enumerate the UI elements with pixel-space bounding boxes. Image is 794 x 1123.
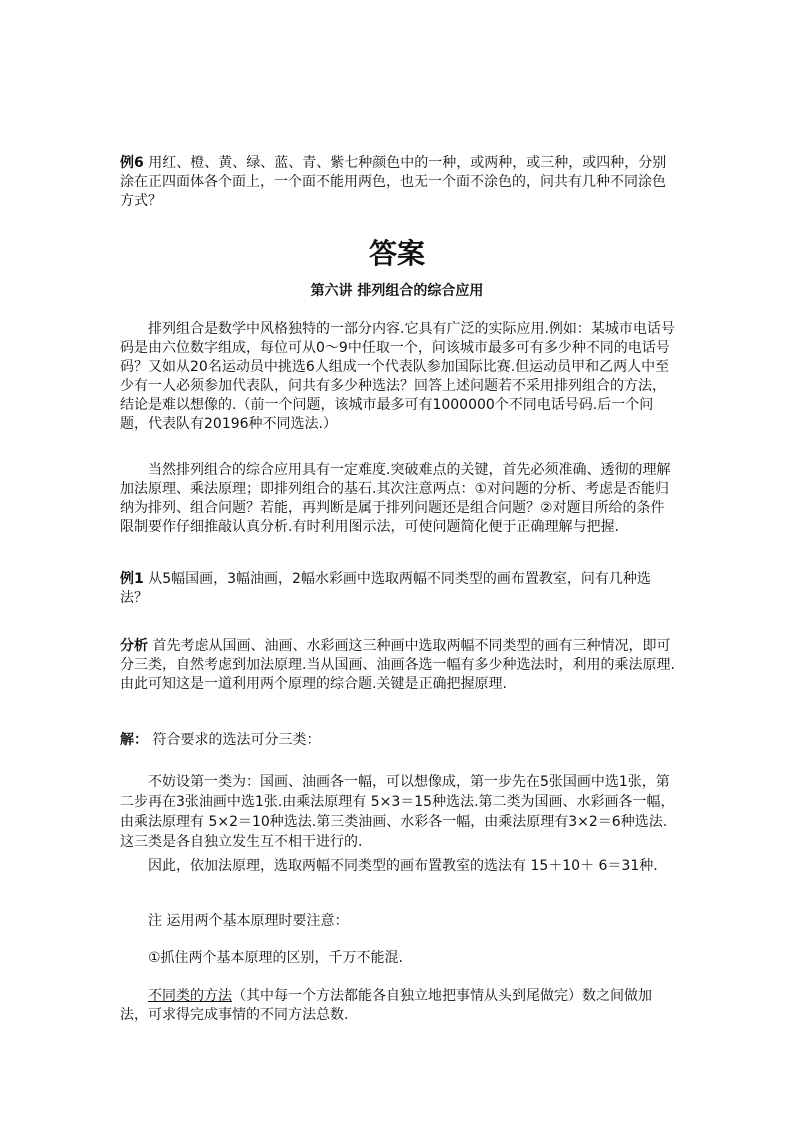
difficulty-paragraph: 当然排列组合的综合应用具有一定难度.突破难点的关键，首先必须准确、透彻的理解加法原理、乘法原理；即排列组合的基石.其次注意两点：①对问题的分析、考虑是否能归纳为排列、组合问题？若能，再判断是属于排列问题还是组合问题？②对题目所给的条件限制要作仔细推敲认真分析.有时利用图示法，可使问题简化便于正确理解与把握. — [120, 462, 671, 535]
example-6-label: 例6 — [120, 155, 144, 171]
solution-text: 符合要求的选法可分三类： — [148, 732, 321, 748]
note-paragraph: 注 运用两个基本原理时要注意： — [148, 913, 349, 929]
example-6-text: 用红、橙、黄、绿、蓝、青、紫七种颜色中的一种，或两种，或三种，或四种，分别涂在正四面体各个面上，一个面不能用两色，也无一个面不涂色的，问共有几种不同涂色方式？ — [120, 155, 667, 209]
example-1-text: 从5幅国画，3幅油画，2幅水彩画中选取两幅不同类型的画布置教室，问有几种选法？ — [120, 571, 651, 606]
underlined-phrase: 不同类的方法 — [148, 988, 232, 1004]
answer-heading: 答案 — [368, 237, 425, 270]
final-paragraph — [120, 987, 678, 1025]
conclusion-paragraph: 因此，依加法原理，选取两幅不同类型的画布置教室的选法有 15＋10＋ 6＝31种. — [148, 858, 658, 874]
solution-label: 解： — [120, 732, 148, 748]
final-paragraph-rest: （其中每一个方法都能各自独立地把事情从头到尾做完）数之间做加法，可求得完成事情的不同方法总数. — [120, 988, 652, 1023]
analysis-label: 分析 — [120, 638, 148, 654]
point-1-paragraph: ①抓住两个基本原理的区别，千万不能混. — [148, 950, 403, 966]
solution-detail-paragraph: 不妨设第一类为：国画、油画各一幅，可以想像成，第一步先在5张国画中选1张，第二步再在3张油画中选1张.由乘法原理有 5×3＝15种选法.第二类为国画、水彩画各一幅，由乘法原理有 5×2＝10种选法.第三类油画、水彩各一幅，由乘法原理有3×2＝6种选法.这三类是各自独立发生互不相干进行的. — [120, 774, 675, 850]
analysis-text: 首先考虑从国画、油画、水彩画这三种画中选取两幅不同类型的画有三种情况，即可分三类，自然考虑到加法原理.当从国画、油画各选一幅有多少种选法时，利用的乘法原理.由此可知这是一道利用两个原理的综合题.关键是正确把握原理. — [120, 638, 675, 692]
lecture-heading: 第六讲 排列组合的综合应用 — [310, 283, 484, 299]
solution-paragraph — [120, 731, 678, 750]
example-1-paragraph — [120, 570, 678, 608]
analysis-paragraph — [120, 637, 678, 694]
example-1-label: 例1 — [120, 571, 144, 587]
example-6-paragraph — [120, 154, 678, 211]
intro-paragraph: 排列组合是数学中风格独特的一部分内容.它具有广泛的实际应用.例如：某城市电话号码是由六位数字组成，每位可从0～9中任取一个，问该城市最多可有多少种不同的电话号码？又如从20名运动员中挑选6人组成一个代表队参加国际比赛.但运动员甲和乙两人中至少有一人必须参加代表队，问共有多少种选法？回答上述问题若不采用排列组合的方法，结论是难以想像的.（前一个问题，该城市最多可有1000000个不同电话号码.后一个问题，代表队有20196种不同选法.） — [120, 321, 675, 432]
